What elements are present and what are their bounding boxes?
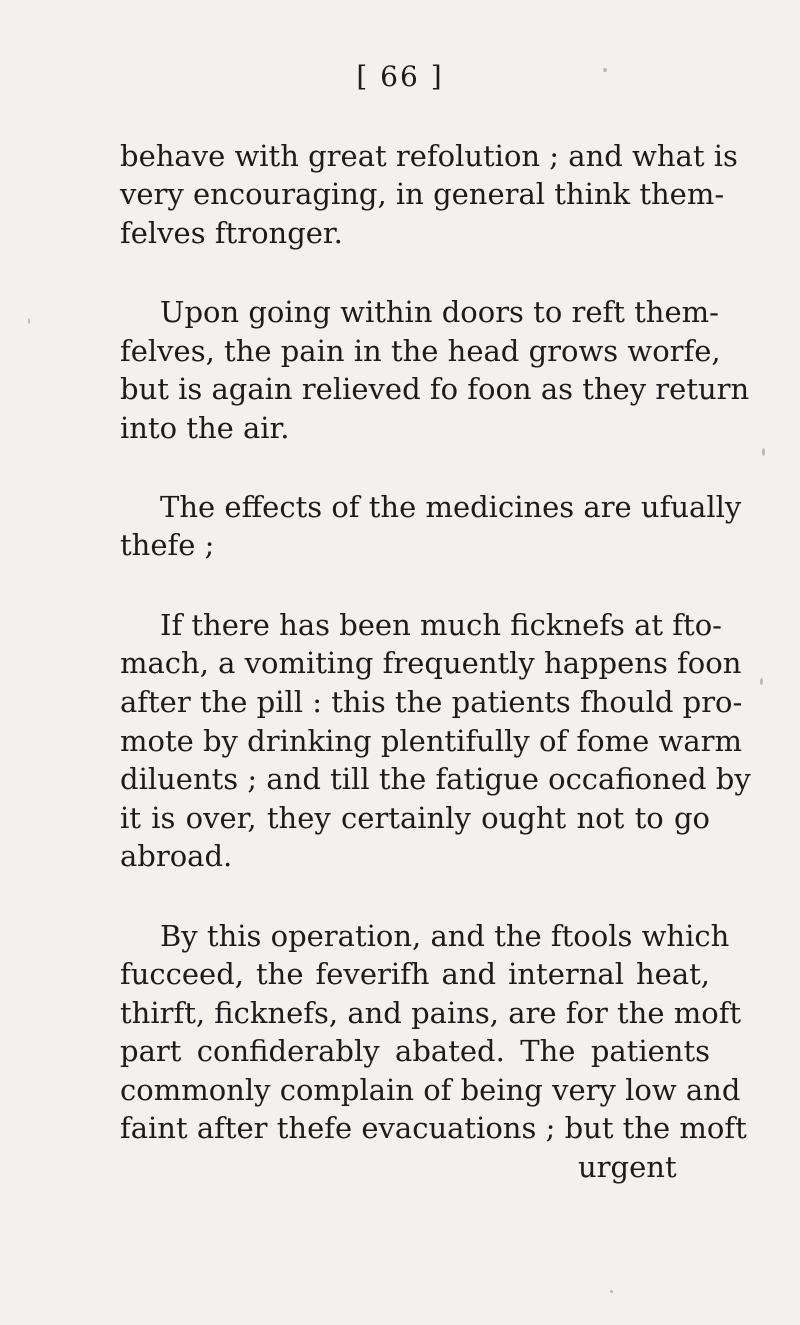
paper-speck <box>762 448 765 456</box>
text-line: mote by drinking plentifully of fome warm <box>120 724 742 758</box>
catchword: urgent <box>578 1150 677 1184</box>
text-line: commonly complain of being very low and <box>120 1073 741 1107</box>
text-line: By this operation, and the ftools which <box>160 919 730 953</box>
paper-speck <box>603 68 607 72</box>
text-line: diluents ; and till the fatigue occafioned by <box>120 762 751 796</box>
text-line: If there has been much ficknefs at fto- <box>160 608 722 642</box>
text-line: felves ftronger. <box>120 216 343 250</box>
text-line: it is over, they certainly ought not to go <box>120 801 710 835</box>
text-line: mach, a vomiting frequently happens foon <box>120 646 742 680</box>
text-line: abroad. <box>120 839 233 873</box>
text-line: felves, the pain in the head grows worfe, <box>120 334 721 368</box>
paper-speck <box>610 1290 613 1293</box>
text-line: Upon going within doors to reft them- <box>160 295 719 329</box>
paper-speck <box>28 318 30 324</box>
text-line: faint after thefe evacuations ; but the moft <box>120 1111 747 1145</box>
text-line: after the pill : this the patients fhould pro- <box>120 685 743 719</box>
text-line: thirft, ficknefs, and pains, are for the moft <box>120 996 742 1030</box>
text-line: The effects of the medicines are ufually <box>160 490 742 524</box>
text-line: thefe ; <box>120 528 215 562</box>
text-line: behave with great refolution ; and what is <box>120 139 738 173</box>
text-line: part confiderably abated. The patients <box>120 1034 710 1068</box>
paper-speck <box>760 678 763 685</box>
text-line: very encouraging, in general think them- <box>120 177 725 211</box>
page-number: [ 66 ] <box>356 60 444 93</box>
text-line: fucceed, the feverifh and internal heat, <box>120 957 710 991</box>
text-line: into the air. <box>120 411 290 445</box>
text-line: but is again relieved fo foon as they return <box>120 372 750 406</box>
